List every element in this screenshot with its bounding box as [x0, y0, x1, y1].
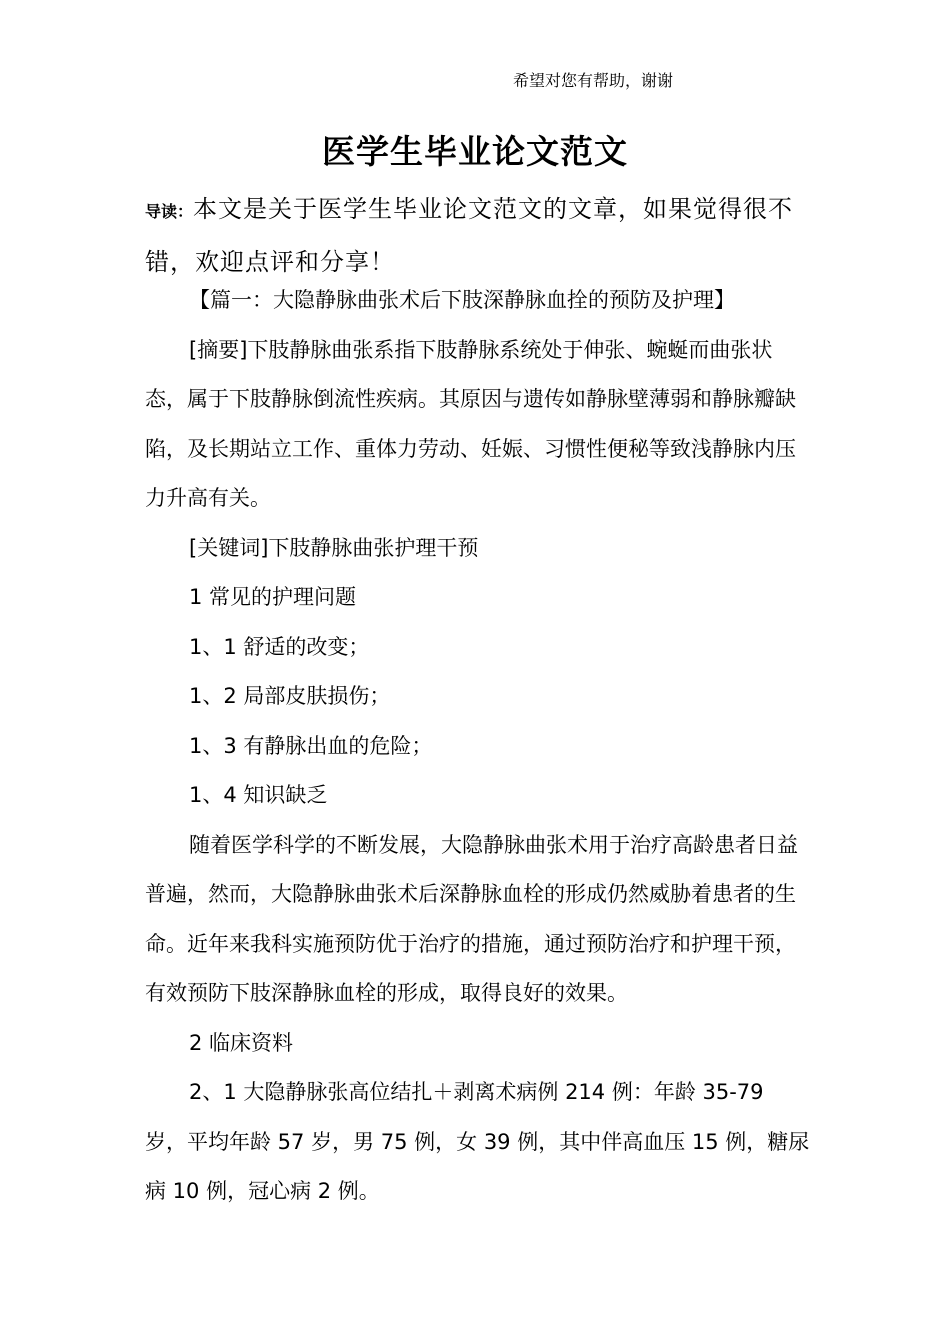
header-note: 希望对您有帮助，谢谢 [513, 71, 674, 90]
list-item: 1、2 局部皮肤损伤； [189, 684, 391, 708]
subheading-1: 1 常见的护理问题 [189, 585, 357, 609]
list-item: 1、4 知识缺乏 [189, 783, 328, 807]
list-item: 1、3 有静脉出血的危险； [189, 733, 433, 758]
section-heading: 【篇一：大隐静脉曲张术后下肢深静脉血拴的预防及护理】 [189, 288, 735, 312]
body-paragraph: 2、1 大隐静脉张高位结扎＋剥离术病例 214 例：年龄 35-79 岁，平均年龄 57 岁，男 75 例，女 39 例，其中伴高血压 15 例，糖尿病 10 例，冠心病 2 例。 [145, 1080, 810, 1203]
subheading-2: 2 临床资料 [189, 1030, 294, 1055]
abstract-paragraph: [摘要]下肢静脉曲张系指下肢静脉系统处于伸张、蜿蜒而曲张状态，属于下肢静脉倒流性疾病。其原因与遗传如静脉壁薄弱和静脉瓣缺陷，及长期站立工作、重体力劳动、妊娠、习惯性便秘等致浅静脉内压力升高有关。 [145, 337, 796, 510]
keywords-line: [关键词]下肢静脉曲张护理干预 [189, 535, 479, 560]
intro-text: 本文是关于医学生毕业论文范文的文章，如果觉得很不错，欢迎点评和分享！ [145, 195, 794, 276]
body-paragraph: 随着医学科学的不断发展，大隐静脉曲张术用于治疗高龄患者日益普遍，然而，大隐静脉曲张术后深静脉血栓的形成仍然威胁着患者的生命。近年来我科实施预防优于治疗的措施，通过预防治疗和护理干预，有效预防下肢深静脉血栓的形成，取得良好的效果。 [145, 832, 798, 1005]
intro-paragraph [145, 184, 810, 287]
document-body [145, 276, 810, 1217]
intro-label: 导读： [145, 202, 194, 221]
page-title: 医学生毕业论文范文 [322, 132, 628, 171]
list-item: 1、1 舒适的改变； [189, 634, 370, 659]
